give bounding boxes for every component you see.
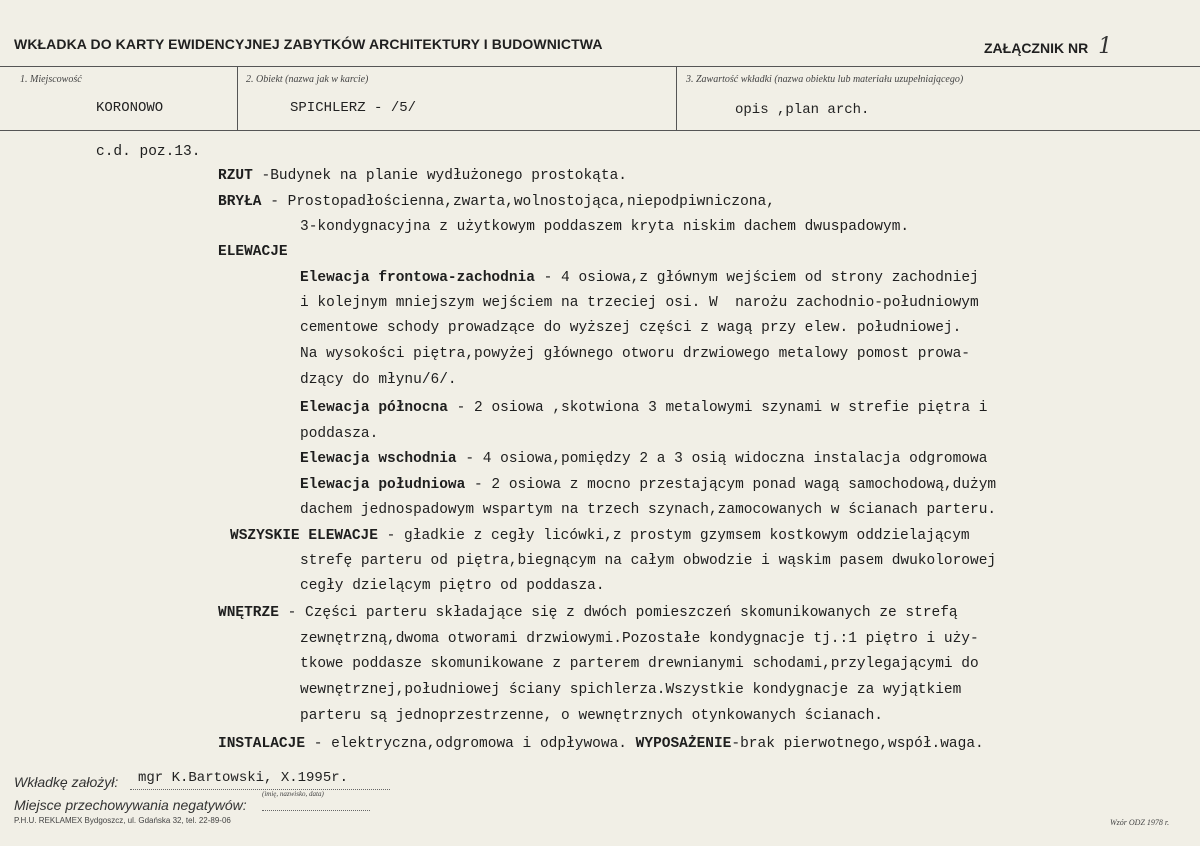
contents-label: 3. Zawartość wkładki (nazwa obiektu lub materiału uzupełniającego) (686, 74, 964, 85)
east-text: - 4 osiowa,pomiędzy 2 a 3 osią widoczna instalacja odgromowa (456, 451, 988, 467)
north-text-1: - 2 osiowa ,skotwiona 3 metalowymi szynami w strefie piętra i (447, 400, 988, 416)
field-divider-2 (676, 66, 677, 130)
author-dotted-line (130, 789, 390, 790)
front-text-1: - 4 osiowa,z głównym wejściem od strony zachodniej (534, 270, 979, 286)
interior-line-5: parteru są jednoprzestrzenne, o wewnętrznych otynkowanych ścianach. (300, 708, 883, 724)
installations-heading: INSTALACJE (218, 736, 306, 752)
negatives-dotted-line (262, 810, 370, 811)
all-elevations-line-1 (230, 528, 970, 544)
header-rule (0, 66, 1200, 67)
east-heading: Elewacja wschodnia (300, 451, 457, 467)
annex-label-text: ZAŁĄCZNIK NR (984, 40, 1089, 56)
rzut-line (218, 168, 627, 184)
interior-line-2: zewnętrzną,dwoma otworami drzwiowymi.Pozostałe kondygnacje tj.:1 piętro i uży- (300, 631, 979, 647)
form-code: Wzór ODZ 1978 r. (1110, 818, 1170, 827)
front-line-2: i kolejnym mniejszym wejściem na trzeciej osi. W narożu zachodnio-południowym (300, 295, 979, 311)
front-line-3: cementowe schody prowadzące do wyższej części z wagą przy elew. południowej. (300, 320, 962, 336)
front-line-5: dzący do młynu/6/. (300, 372, 457, 388)
installations-line (218, 736, 984, 752)
bryla-line-2: 3-kondygnacyjna z użytkowym poddaszem kryta niskim dachem dwuspadowym. (300, 219, 910, 235)
annex-label (984, 34, 1112, 59)
negatives-label: Miejsce przechowywania negatywów: (14, 797, 247, 813)
author-label: Wkładkę założył: (14, 774, 119, 790)
south-line-2: dachem jednospadowym wspartym na trzech szynach,zamocowanych w ścianach parteru. (300, 502, 997, 518)
north-heading: Elewacja północna (300, 400, 448, 416)
equipment-text: -brak pierwotnego,współ.waga. (731, 736, 984, 752)
place-label: 1. Miejscowość (20, 74, 82, 85)
south-line-1 (300, 477, 996, 493)
object-value: SPICHLERZ - /5/ (290, 100, 417, 116)
fields-rule (0, 130, 1200, 131)
north-line-1 (300, 400, 987, 416)
all-elevations-heading: WSZYSKIE ELEWACJE (230, 528, 378, 544)
object-label: 2. Obiekt (nazwa jak w karcie) (246, 74, 369, 85)
elewacje-heading-text: ELEWACJE (218, 244, 288, 260)
front-heading: Elewacja frontowa-zachodnia (300, 270, 535, 286)
north-line-2: poddasza. (300, 426, 379, 442)
east-line (300, 451, 987, 467)
interior-line-4: wewnętrznej,południowej ściany spichlerza.Wszystkie kondygnacje za wyjątkiem (300, 682, 962, 698)
front-line-4: Na wysokości piętra,powyżej głównego otworu drzwiowego metalowy pomost prowa- (300, 346, 971, 362)
elewacje-heading (218, 244, 288, 260)
interior-line-1 (218, 605, 958, 621)
author-value: mgr K.Bartowski, X.1995r. (138, 770, 349, 786)
all-elevations-line-3: cegły dzielącym piętro od poddasza. (300, 578, 605, 594)
interior-text-1: - Części parteru składające się z dwóch pomieszczeń skomunikowanych ze strefą (278, 605, 958, 621)
place-value: KORONOWO (96, 100, 164, 116)
bryla-line-1 (218, 194, 775, 210)
interior-heading: WNĘTRZE (218, 605, 279, 621)
south-heading: Elewacja południowa (300, 477, 466, 493)
installations-text: - elektryczna,odgromowa i odpływowa. (305, 736, 636, 752)
contents-value: opis ,plan arch. (735, 102, 870, 118)
bryla-text-1: - Prostopadłościenna,zwarta,wolnostojąca,niepodpiwniczona, (261, 194, 775, 210)
printer-info: P.H.U. REKLAMEX Bydgoszcz, ul. Gdańska 32, tel. 22-89-06 (14, 816, 231, 825)
rzut-text: -Budynek na planie wydłużonego prostokąta. (252, 168, 627, 184)
author-hint: (imię, nazwisko, data) (262, 790, 324, 798)
form-title: WKŁADKA DO KARTY EWIDENCYJNEJ ZABYTKÓW ARCHITEKTURY I BUDOWNICTWA (14, 36, 603, 52)
all-elevations-text-1: - gładkie z cegły licówki,z prostym gzymsem kostkowym oddzielającym (377, 528, 970, 544)
annex-number: 1 (1098, 34, 1113, 59)
bryla-heading: BRYŁA (218, 194, 262, 210)
field-divider-1 (237, 66, 238, 130)
all-elevations-line-2: strefę parteru od piętra,biegnącym na całym obwodzie i wąskim pasem dwukolorowej (300, 553, 997, 569)
front-line-1 (300, 270, 979, 286)
equipment-heading: WYPOSAŻENIE (635, 736, 732, 752)
south-text-1: - 2 osiowa z mocno przestającym ponad wagą samochodową,dużym (465, 477, 997, 493)
continuation-note: c.d. poz.13. (96, 144, 201, 160)
interior-line-3: tkowe poddasze skomunikowane z parterem drewnianymi schodami,przylegającymi do (300, 656, 979, 672)
rzut-heading: RZUT (218, 168, 253, 184)
